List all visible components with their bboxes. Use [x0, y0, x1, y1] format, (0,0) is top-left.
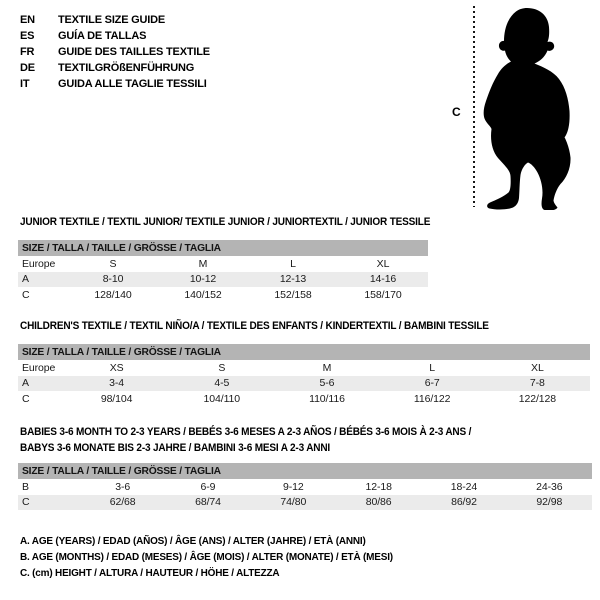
size-cell: 158/170 [364, 288, 402, 301]
legend-note-c: C. (cm) HEIGHT / ALTURA / HAUTEUR / HÖHE / ALTEZZA [20, 567, 280, 580]
guide-title: GUIDA ALLE TAGLIE TESSILI [58, 78, 207, 90]
height-measure-dashed-line [473, 6, 475, 207]
babies-section-title-line1: BABIES 3-6 MONTH TO 2-3 YEARS / BEBÉS 3-6 MESES A 2-3 AÑOS / BÉBÉS 3-6 MOIS À 2-3 ANS / [20, 426, 472, 438]
junior-size-table [18, 240, 428, 303]
size-cell: 6-9 [200, 480, 216, 493]
size-cell: 3-4 [64, 376, 169, 392]
row-label-cell: C [18, 495, 80, 511]
size-cell: M [322, 361, 332, 374]
table-row [18, 256, 428, 272]
size-cell: 68/74 [165, 495, 250, 511]
size-cell: 12-18 [365, 480, 392, 493]
table-row [18, 495, 592, 511]
language-title-list [20, 12, 210, 92]
row-label-cell: B [22, 480, 29, 493]
size-cell: 110/116 [309, 392, 345, 405]
language-code: EN [20, 14, 35, 26]
guide-title: GUÍA DE TALLAS [58, 30, 147, 42]
babies-section-title-line2: BABYS 3-6 MONATE BIS 2-3 JAHRE / BAMBINI 3-6 MESI A 2-3 ANNI [20, 442, 331, 454]
size-cell: 62/68 [80, 495, 165, 511]
size-cell: M [198, 257, 208, 270]
table-row [18, 376, 590, 392]
size-cell: L [429, 361, 436, 374]
size-cell: S [109, 257, 117, 270]
row-label-cell: C [22, 392, 30, 405]
guide-title: GUIDE DES TAILLES TEXTILE [58, 46, 210, 58]
legend-notes [20, 533, 413, 582]
table-row [18, 287, 428, 303]
size-cell: XS [109, 361, 124, 374]
size-cell: 128/140 [94, 288, 132, 301]
row-label-cell: A [18, 376, 64, 392]
row-label-cell: C [22, 288, 30, 301]
size-cell: 92/98 [507, 495, 592, 511]
size-cell: 74/80 [251, 495, 336, 511]
table-row [18, 360, 590, 376]
size-cell: 5-6 [274, 376, 379, 392]
table-row [18, 272, 428, 288]
table-row [18, 479, 592, 495]
size-cell: 122/128 [518, 392, 556, 405]
row-label-cell: Europe [22, 361, 56, 374]
size-cell: 152/158 [274, 288, 312, 301]
size-cell: 12-13 [248, 272, 338, 288]
language-code: DE [20, 62, 35, 74]
size-cell: 7-8 [485, 376, 590, 392]
size-cell: XL [376, 257, 390, 270]
guide-title: TEXTILE SIZE GUIDE [58, 14, 166, 26]
size-cell: S [218, 361, 226, 374]
legend-note-b: B. AGE (MONTHS) / EDAD (MESES) / ÂGE (MOIS) / ALTER (MONATE) / ETÀ (MESI) [20, 551, 393, 564]
size-cell: 24-36 [536, 480, 563, 493]
babies-size-table [18, 463, 592, 510]
size-header-bar: SIZE / TALLA / TAILLE / GRÖSSE / TAGLIA [18, 344, 590, 360]
size-cell: 18-24 [450, 480, 478, 493]
toddler-silhouette-icon [483, 4, 595, 210]
language-code: FR [20, 46, 35, 58]
size-cell: 14-16 [338, 272, 428, 288]
row-label-cell: Europe [22, 257, 56, 270]
size-cell: 140/152 [184, 288, 222, 301]
size-cell: 10-12 [158, 272, 248, 288]
size-header-bar: SIZE / TALLA / TAILLE / GRÖSSE / TAGLIA [18, 240, 428, 256]
height-measure-label: C [452, 105, 461, 119]
size-cell: 116/122 [413, 392, 451, 405]
language-code: IT [20, 78, 30, 90]
size-cell: 4-5 [169, 376, 274, 392]
language-title-row [20, 44, 210, 60]
size-cell: 104/110 [203, 392, 241, 405]
table-row [18, 391, 590, 407]
size-cell: 6-7 [380, 376, 485, 392]
size-cell: 86/92 [421, 495, 506, 511]
size-cell: 98/104 [100, 392, 133, 405]
children-size-table [18, 344, 590, 407]
size-cell: 8-10 [68, 272, 158, 288]
size-cell: 9-12 [283, 480, 304, 493]
language-title-row [20, 60, 210, 76]
children-section-title: CHILDREN'S TEXTILE / TEXTIL NIÑO/A / TEXTILE DES ENFANTS / KINDERTEXTIL / BAMBINI TESSILE [20, 320, 489, 332]
language-title-row [20, 76, 210, 92]
size-cell: 3-6 [115, 480, 131, 493]
size-cell: 80/86 [336, 495, 421, 511]
size-cell: XL [531, 361, 544, 374]
language-title-row [20, 12, 210, 28]
language-code: ES [20, 30, 35, 42]
legend-note-a: A. AGE (YEARS) / EDAD (AÑOS) / ÂGE (ANS) / ALTER (JAHRE) / ETÀ (ANNI) [20, 535, 366, 547]
language-title-row [20, 28, 210, 44]
size-cell: L [290, 257, 296, 270]
junior-section-title: JUNIOR TEXTILE / TEXTIL JUNIOR/ TEXTILE JUNIOR / JUNIORTEXTIL / JUNIOR TESSILE [20, 216, 431, 228]
size-header-bar: SIZE / TALLA / TAILLE / GRÖSSE / TAGLIA [18, 463, 592, 479]
guide-title: TEXTILGRÖßENFÜHRUNG [58, 62, 195, 74]
row-label-cell: A [18, 272, 68, 288]
